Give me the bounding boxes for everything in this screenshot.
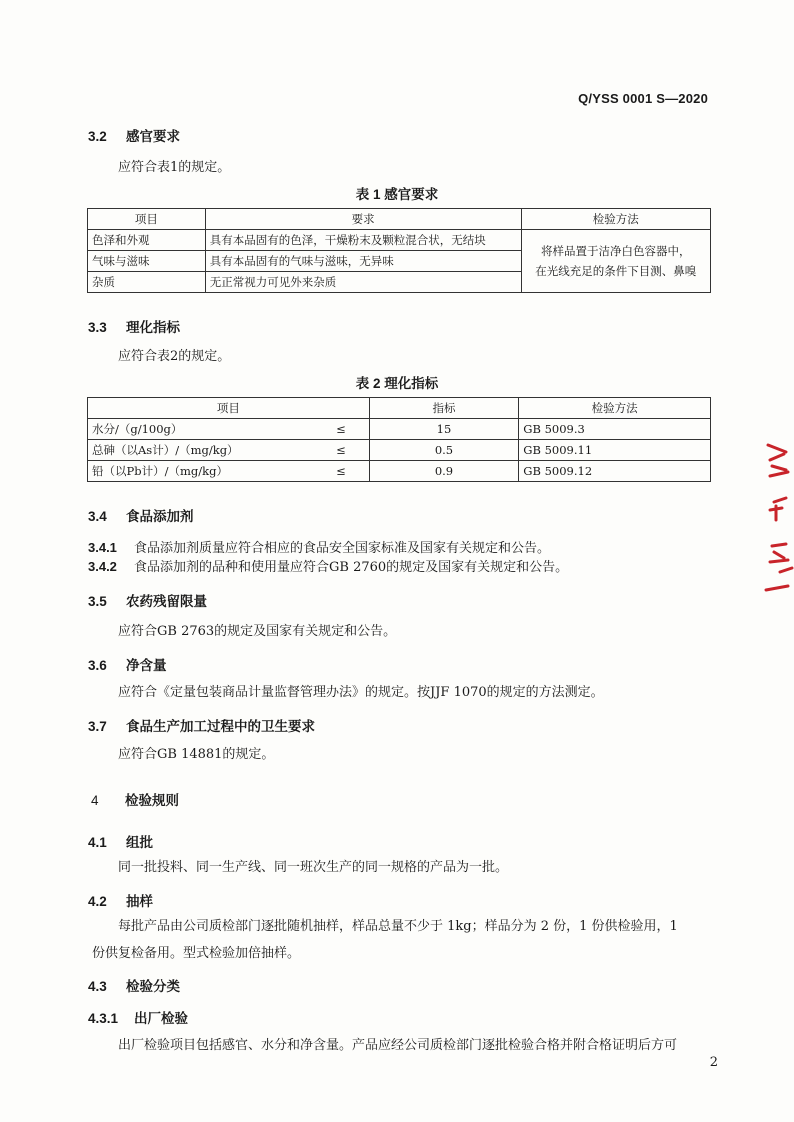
table-cell-method: GB 5009.3 xyxy=(519,419,711,440)
section-number: 4.1 xyxy=(88,835,107,850)
section-number: 3.2 xyxy=(88,129,107,144)
section-3-2-body: 应符合表1的规定。 xyxy=(118,160,231,175)
table-header-cell: 检验方法 xyxy=(519,398,711,419)
method-line: 在光线充足的条件下目测、鼻嗅 xyxy=(535,264,697,278)
section-number: 4.2 xyxy=(88,894,107,909)
section-4-2-body-line2: 份供复检备用。型式检验加倍抽样。 xyxy=(92,946,301,961)
table-header-cell: 指标 xyxy=(369,398,519,419)
table-cell: 具有本品固有的色泽，干燥粉末及颗粒混合状，无结块 xyxy=(205,230,521,251)
method-cell xyxy=(521,230,710,293)
section-4-3-1-heading xyxy=(88,1007,188,1027)
table-row xyxy=(88,440,711,461)
section-3-6-heading xyxy=(88,654,167,674)
section-title: 食品添加剂 xyxy=(126,509,194,524)
document-id: Q/YSS 0001 S—2020 xyxy=(578,91,708,106)
section-title: 净含量 xyxy=(126,658,167,673)
section-title: 食品生产加工过程中的卫生要求 xyxy=(126,719,315,734)
section-title: 理化指标 xyxy=(126,320,180,335)
table-cell-item: 铅（以Pb计）/（mg/kg） xyxy=(88,461,314,482)
section-number: 3.5 xyxy=(88,594,107,609)
section-4-1-heading xyxy=(88,831,153,851)
table-1-caption: 表 1 感官要求 xyxy=(355,187,439,202)
section-3-5-heading xyxy=(88,590,207,610)
section-title: 抽样 xyxy=(126,894,153,909)
table-header-cell: 检验方法 xyxy=(521,209,710,230)
seal-stamp-icon xyxy=(762,440,794,595)
table-2-caption: 表 2 理化指标 xyxy=(355,376,439,391)
table-cell: 色泽和外观 xyxy=(88,230,206,251)
section-number: 4.3 xyxy=(88,979,107,994)
section-title: 检验分类 xyxy=(126,979,180,994)
table-cell-item: 水分/（g/100g） xyxy=(88,419,314,440)
table-cell-operator: ≤ xyxy=(313,419,369,440)
clause-3-4-2 xyxy=(88,556,568,575)
table-cell-value: 0.5 xyxy=(369,440,519,461)
page-number: 2 xyxy=(709,1055,718,1070)
section-3-2-heading xyxy=(88,125,180,145)
clause-text: 食品添加剂的品种和使用量应符合GB 2760的规定及国家有关规定和公告。 xyxy=(134,560,569,575)
table-2-physicochemical xyxy=(87,397,711,482)
section-title: 感官要求 xyxy=(126,129,180,144)
section-3-7-body: 应符合GB 14881的规定。 xyxy=(118,747,275,762)
table-cell-value: 0.9 xyxy=(369,461,519,482)
section-number: 4 xyxy=(91,793,99,808)
table-header-cell: 项目 xyxy=(88,209,206,230)
section-3-3-heading xyxy=(88,316,180,336)
section-4-2-heading xyxy=(88,890,153,910)
section-title: 检验规则 xyxy=(125,793,179,808)
section-number: 3.6 xyxy=(88,658,107,673)
table-cell: 无正常视力可见外来杂质 xyxy=(205,272,521,293)
table-row xyxy=(88,230,711,251)
table-cell-operator: ≤ xyxy=(313,440,369,461)
table-1-sensory xyxy=(87,208,711,293)
clause-number: 3.4.1 xyxy=(88,540,117,555)
section-3-3-body: 应符合表2的规定。 xyxy=(118,349,231,364)
table-row xyxy=(88,461,711,482)
section-title: 出厂检验 xyxy=(134,1011,188,1026)
section-3-6-body: 应符合《定量包装商品计量监督管理办法》的规定。按JJF 1070的规定的方法测定。 xyxy=(118,685,604,700)
section-3-4-heading xyxy=(88,505,194,525)
section-4-3-1-body: 出厂检验项目包括感官、水分和净含量。产品应经公司质检部门逐批检验合格并附合格证明后方可 xyxy=(118,1038,678,1053)
section-title: 农药残留限量 xyxy=(126,594,207,609)
clause-3-4-1 xyxy=(88,537,550,556)
table-header-cell: 项目 xyxy=(88,398,370,419)
section-number: 3.4 xyxy=(88,509,107,524)
table-header-cell: 要求 xyxy=(205,209,521,230)
chapter-4-heading xyxy=(91,789,179,809)
section-number: 3.7 xyxy=(88,719,107,734)
method-line: 将样品置于洁净白色容器中， xyxy=(541,244,691,258)
section-3-7-heading xyxy=(88,715,315,735)
table-cell: 具有本品固有的气味与滋味，无异味 xyxy=(205,251,521,272)
section-title: 组批 xyxy=(126,835,153,850)
clause-text: 食品添加剂质量应符合相应的食品安全国家标准及国家有关规定和公告。 xyxy=(134,541,551,556)
section-4-1-body: 同一批投料、同一生产线、同一班次生产的同一规格的产品为一批。 xyxy=(118,860,509,875)
table-cell-operator: ≤ xyxy=(313,461,369,482)
table-cell-item: 总砷（以As计）/（mg/kg） xyxy=(88,440,314,461)
table-cell-value: 15 xyxy=(369,419,519,440)
table-row xyxy=(88,419,711,440)
section-number: 4.3.1 xyxy=(88,1011,119,1026)
section-4-2-body-line1: 每批产品由公司质检部门逐批随机抽样，样品总量不少于 1kg；样品分为 2 份，1 份供检验用，1 xyxy=(118,919,678,934)
table-cell-method: GB 5009.11 xyxy=(519,440,711,461)
table-cell-method: GB 5009.12 xyxy=(519,461,711,482)
table-cell: 气味与滋味 xyxy=(88,251,206,272)
table-cell: 杂质 xyxy=(88,272,206,293)
section-number: 3.3 xyxy=(88,320,107,335)
section-4-3-heading xyxy=(88,975,180,995)
clause-number: 3.4.2 xyxy=(88,559,117,574)
section-3-5-body: 应符合GB 2763的规定及国家有关规定和公告。 xyxy=(118,624,397,639)
